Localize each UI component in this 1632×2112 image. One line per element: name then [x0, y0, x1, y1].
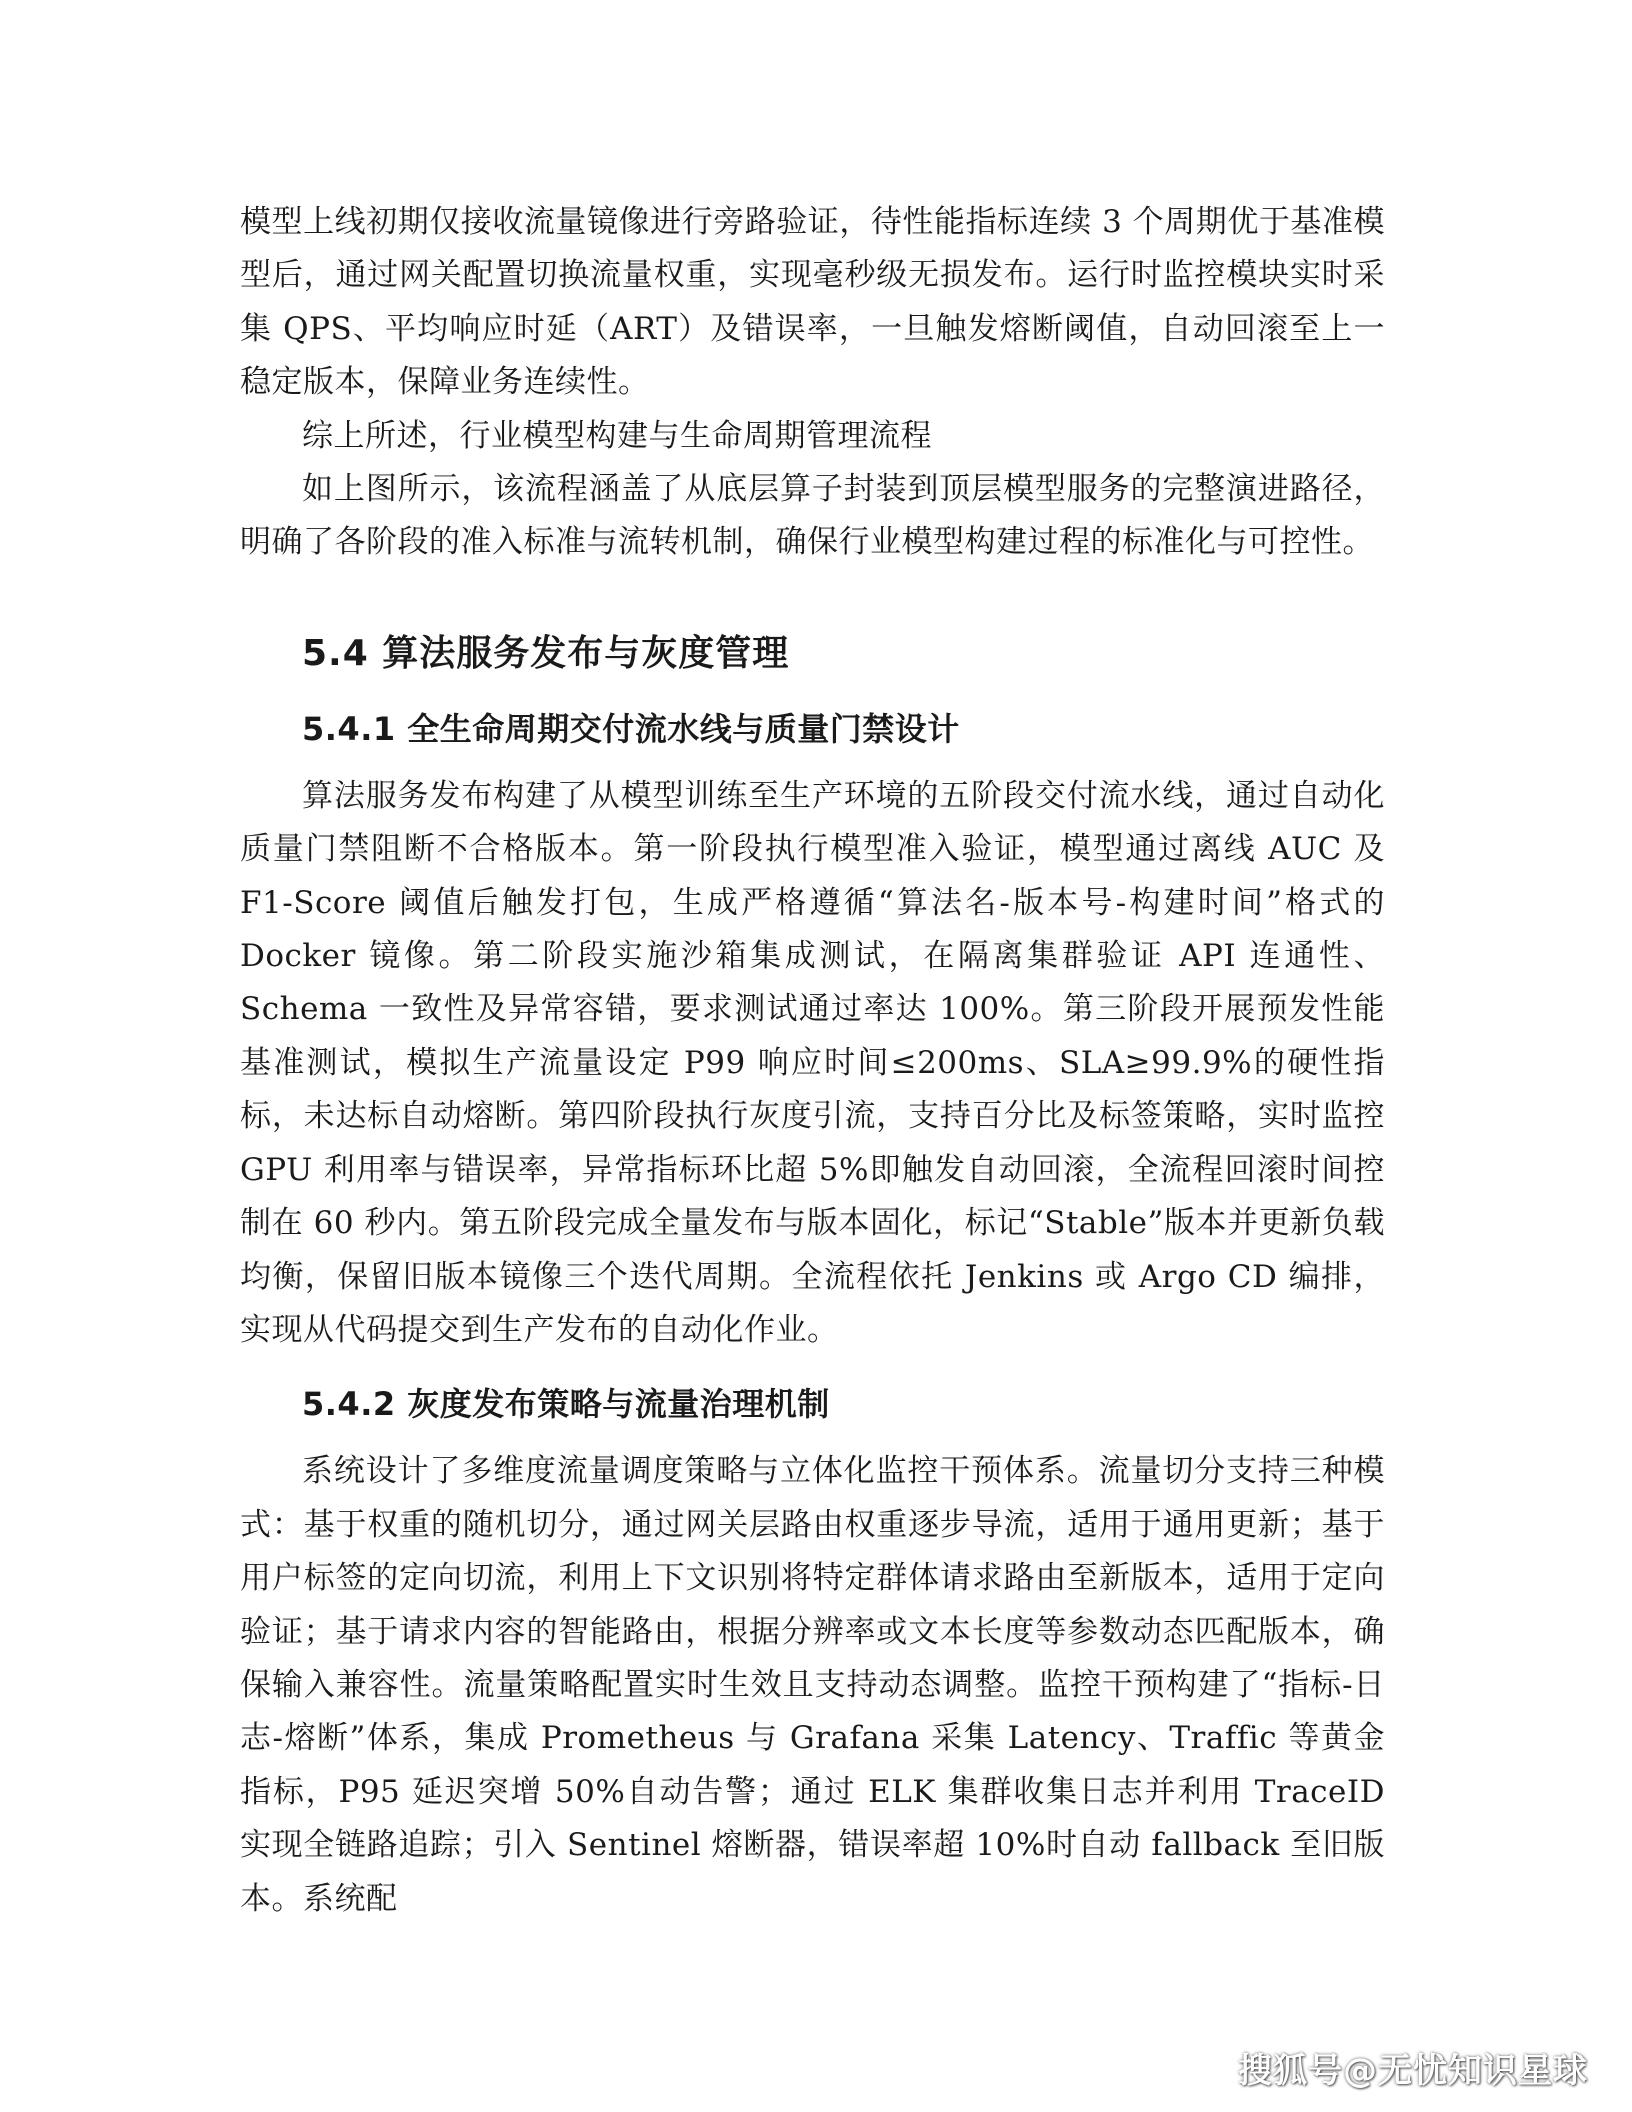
intro-paragraph-1: 模型上线初期仅接收流量镜像进行旁路验证，待性能指标连续 3 个周期优于基准模型后，通过网关配置切换流量权重，实现毫秒级无损发布。运行时监控模块实时采集 QPS、平均响应时延（ART）及错误率，一旦触发熔断阈值，自动回滚至上一稳定版本，保障业务连续性。: [240, 204, 1385, 401]
section-5-4-1-heading: 5.4.1 全生命周期交付流水线与质量门禁设计: [302, 709, 960, 748]
intro-paragraph-2: 综上所述，行业模型构建与生命周期管理流程: [302, 417, 932, 454]
watermark: 搜狐号@无忧知识星球: [1238, 2051, 1588, 2091]
section-5-4-heading: 5.4 算法服务发布与灰度管理: [302, 632, 790, 674]
intro-paragraph-3: 如上图所示，该流程涵盖了从底层算子封装到顶层模型服务的完整演进路径，明确了各阶段的准入标准与流转机制，确保行业模型构建过程的标准化与可控性。: [240, 471, 1385, 561]
section-5-4-2-heading: 5.4.2 灰度发布策略与流量治理机制: [302, 1385, 830, 1424]
document-page: [240, 196, 1385, 1926]
section-5-4-2-body: 系统设计了多维度流量调度策略与立体化监控干预体系。流量切分支持三种模式：基于权重的随机切分，通过网关层路由权重逐步导流，适用于通用更新；基于用户标签的定向切流，利用上下文识别将特定群体请求路由至新版本，适用于定向验证；基于请求内容的智能路由，根据分辨率或文本长度等参数动态匹配版本，确保输入兼容性。流量策略配置实时生效且支持动态调整。监控干预构建了“指标-日志-熔断”体系，集成 Prometheus 与 Grafana 采集 Latency、Traffic 等黄金指标，P95 延迟突增 50%自动告警；通过 ELK 集群收集日志并利用 TraceID 实现全链路追踪；引入 Sentinel 熔断器，错误率超 10%时自动 fallback 至旧版本。系统配: [240, 1453, 1385, 1917]
section-5-4-1-body: 算法服务发布构建了从模型训练至生产环境的五阶段交付流水线，通过自动化质量门禁阻断不合格版本。第一阶段执行模型准入验证，模型通过离线 AUC 及 F1-Score 阈值后触发打包，生成严格遵循“算法名-版本号-构建时间”格式的 Docker 镜像。第二阶段实施沙箱集成测试，在隔离集群验证 API 连通性、Schema 一致性及异常容错，要求测试通过率达 100%。第三阶段开展预发性能基准测试，模拟生产流量设定 P99 响应时间≤200ms、SLA≥99.9%的硬性指标，未达标自动熔断。第四阶段执行灰度引流，支持百分比及标签策略，实时监控 GPU 利用率与错误率，异常指标环比超 5%即触发自动回滚，全流程回滚时间控制在 60 秒内。第五阶段完成全量发布与版本固化，标记“Stable”版本并更新负载均衡，保留旧版本镜像三个迭代周期。全流程依托 Jenkins 或 Argo CD 编排，实现从代码提交到生产发布的自动化作业。: [240, 777, 1385, 1348]
